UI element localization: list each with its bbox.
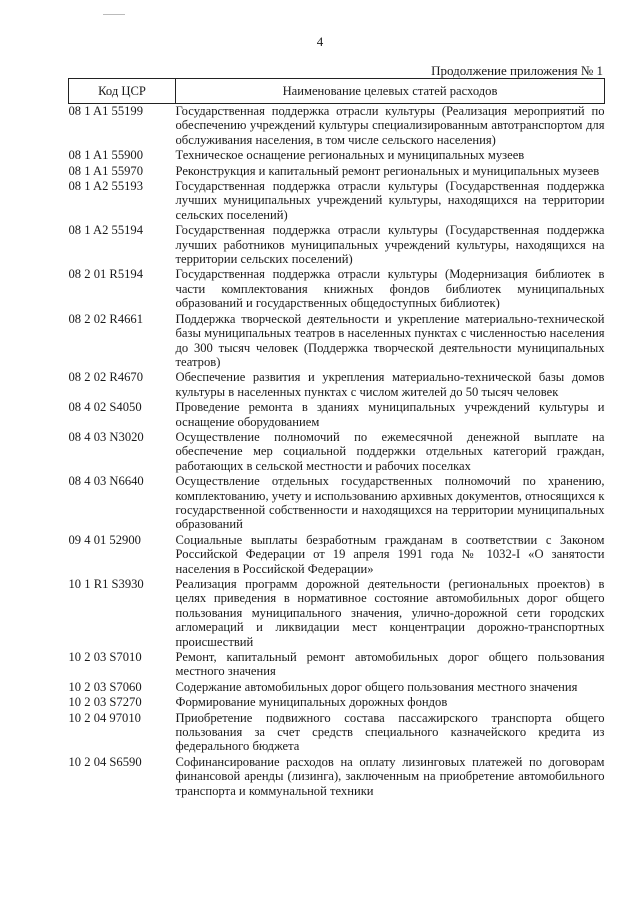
table-row: [69, 533, 605, 577]
target-article-code: 08 2 02 R4661: [68, 311, 144, 326]
table-header-row: [69, 79, 605, 104]
target-article-code: 10 2 03 S7270: [68, 695, 142, 710]
table-row: [69, 680, 605, 695]
target-article-name: Поддержка творческой деятельности и укрепление материально-технической базы муниципальных театров в населенных пунктах с численностью населения до 300 тысяч человек (Поддержка творческой деятельности муниципальных театров): [175, 311, 605, 369]
table-row: [69, 650, 605, 680]
table-row: [69, 179, 605, 223]
table-row: [69, 370, 605, 400]
target-article-name: Социальные выплаты безработным гражданам в соответствии с Законом Российской Федерации от 19 апреля 1991 года № 1032-I «О занятости населения в Российской Федерации»: [175, 532, 605, 576]
appendix-continuation-label: Продолжение приложения № 1: [431, 63, 603, 78]
column-header-name: Наименование целевых статей расходов: [176, 79, 605, 104]
table-row: [69, 164, 605, 179]
target-article-name: Государственная поддержка отрасли культуры (Государственная поддержка лучших муниципальных учреждений культуры, находящихся на территории сельских поселений): [175, 179, 605, 222]
table-row: [69, 267, 605, 311]
target-article-name: Содержание автомобильных дорог общего пользования местного значения: [175, 679, 578, 694]
page-number: 4: [316, 34, 324, 49]
table-row: [69, 474, 605, 533]
table-row: [69, 148, 605, 163]
target-article-name: Реализация программ дорожной деятельности (региональных проектов) в целях приведения в нормативное состояние автомобильных дорог общего пользования муниципального значения, улично-дорожной сети городских агломераций и ликвидации мест концентрации дорожно-транспортных происшествий: [175, 577, 605, 649]
target-article-code: 08 1 A1 55199: [68, 104, 144, 118]
target-article-name: Проведение ремонта в зданиях муниципальных учреждений культуры и оснащение оборудованием: [175, 400, 605, 429]
target-article-name: Техническое оснащение региональных и муниципальных музеев: [175, 148, 525, 163]
target-article-code: 10 2 03 S7010: [68, 650, 142, 665]
target-article-code: 08 1 A2 55193: [68, 179, 144, 194]
table-row: [69, 755, 605, 799]
target-article-name: Приобретение подвижного состава пассажирского транспорта общего пользования за счет средств специального казначейского кредита из федерального бюджета: [175, 710, 605, 754]
table-body: [69, 104, 605, 800]
target-article-name: Государственная поддержка отрасли культуры (Модернизация библиотек в части комплектования книжных фондов библиотек муниципальных образований и государственных общедоступных библиотек): [175, 267, 605, 311]
column-header-code: Код ЦСР: [69, 79, 176, 104]
target-article-name: Реконструкция и капитальный ремонт региональных и муниципальных музеев: [175, 163, 600, 178]
target-article-code: 10 1 R1 S3930: [68, 577, 144, 591]
target-article-code: 08 1 A1 55970: [68, 163, 144, 178]
expense-articles-table: [68, 78, 605, 799]
target-article-code: 08 4 02 S4050: [68, 400, 142, 415]
target-article-name: Обеспечение развития и укрепления материально-технической базы домов культуры в населенных пунктах с числом жителей до 50 тысяч человек: [175, 370, 605, 399]
table-row: [69, 223, 605, 267]
target-article-code: 09 4 01 52900: [68, 532, 141, 547]
table-row: [69, 312, 605, 371]
target-article-code: 10 2 04 97010: [68, 710, 141, 725]
target-article-code: 10 2 04 S6590: [68, 754, 142, 769]
target-article-code: 08 1 A2 55194: [68, 223, 144, 238]
target-article-code: 08 1 A1 55900: [68, 148, 144, 163]
table-row: [69, 104, 605, 149]
table-row: [69, 695, 605, 710]
target-article-code: 08 4 03 N3020: [68, 429, 144, 444]
target-article-name: Государственная поддержка отрасли культуры (Реализация мероприятий по обеспечению учреждений культуры специализированным автотранспортом для обслуживания населения, в том числе сельского населения): [175, 104, 605, 147]
target-article-name: Формирование муниципальных дорожных фондов: [175, 695, 448, 710]
table-row: [69, 400, 605, 430]
target-article-name: Ремонт, капитальный ремонт автомобильных дорог общего пользования местного значения: [175, 650, 605, 679]
target-article-name: Софинансирование расходов на оплату лизинговых платежей по договорам финансовой аренды (лизинга), заключенным на приобретение автомобильного транспорта и коммунальной техники: [175, 754, 605, 798]
table-row: [69, 711, 605, 755]
target-article-code: 08 4 03 N6640: [68, 474, 144, 489]
table-row: [69, 577, 605, 650]
target-article-code: 08 2 01 R5194: [68, 267, 144, 282]
target-article-name: Осуществление отдельных государственных полномочий по хранению, комплектованию, учету и использованию архивных документов, относящихся к государственной собственности и находящихся на территории муниципальных образований: [175, 474, 605, 532]
target-article-name: Государственная поддержка отрасли культуры (Государственная поддержка лучших работников муниципальных учреждений культуры, находящихся на территории сельских поселений): [175, 223, 605, 267]
target-article-code: 08 2 02 R4670: [68, 370, 144, 385]
target-article-name: Осуществление полномочий по ежемесячной денежной выплате на обеспечение мер социальной поддержки отдельных категорий граждан, работающих в сельской местности и рабочих поселках: [175, 429, 605, 473]
table-row: [69, 430, 605, 474]
target-article-code: 10 2 03 S7060: [68, 679, 142, 694]
scan-mark: [103, 14, 125, 15]
